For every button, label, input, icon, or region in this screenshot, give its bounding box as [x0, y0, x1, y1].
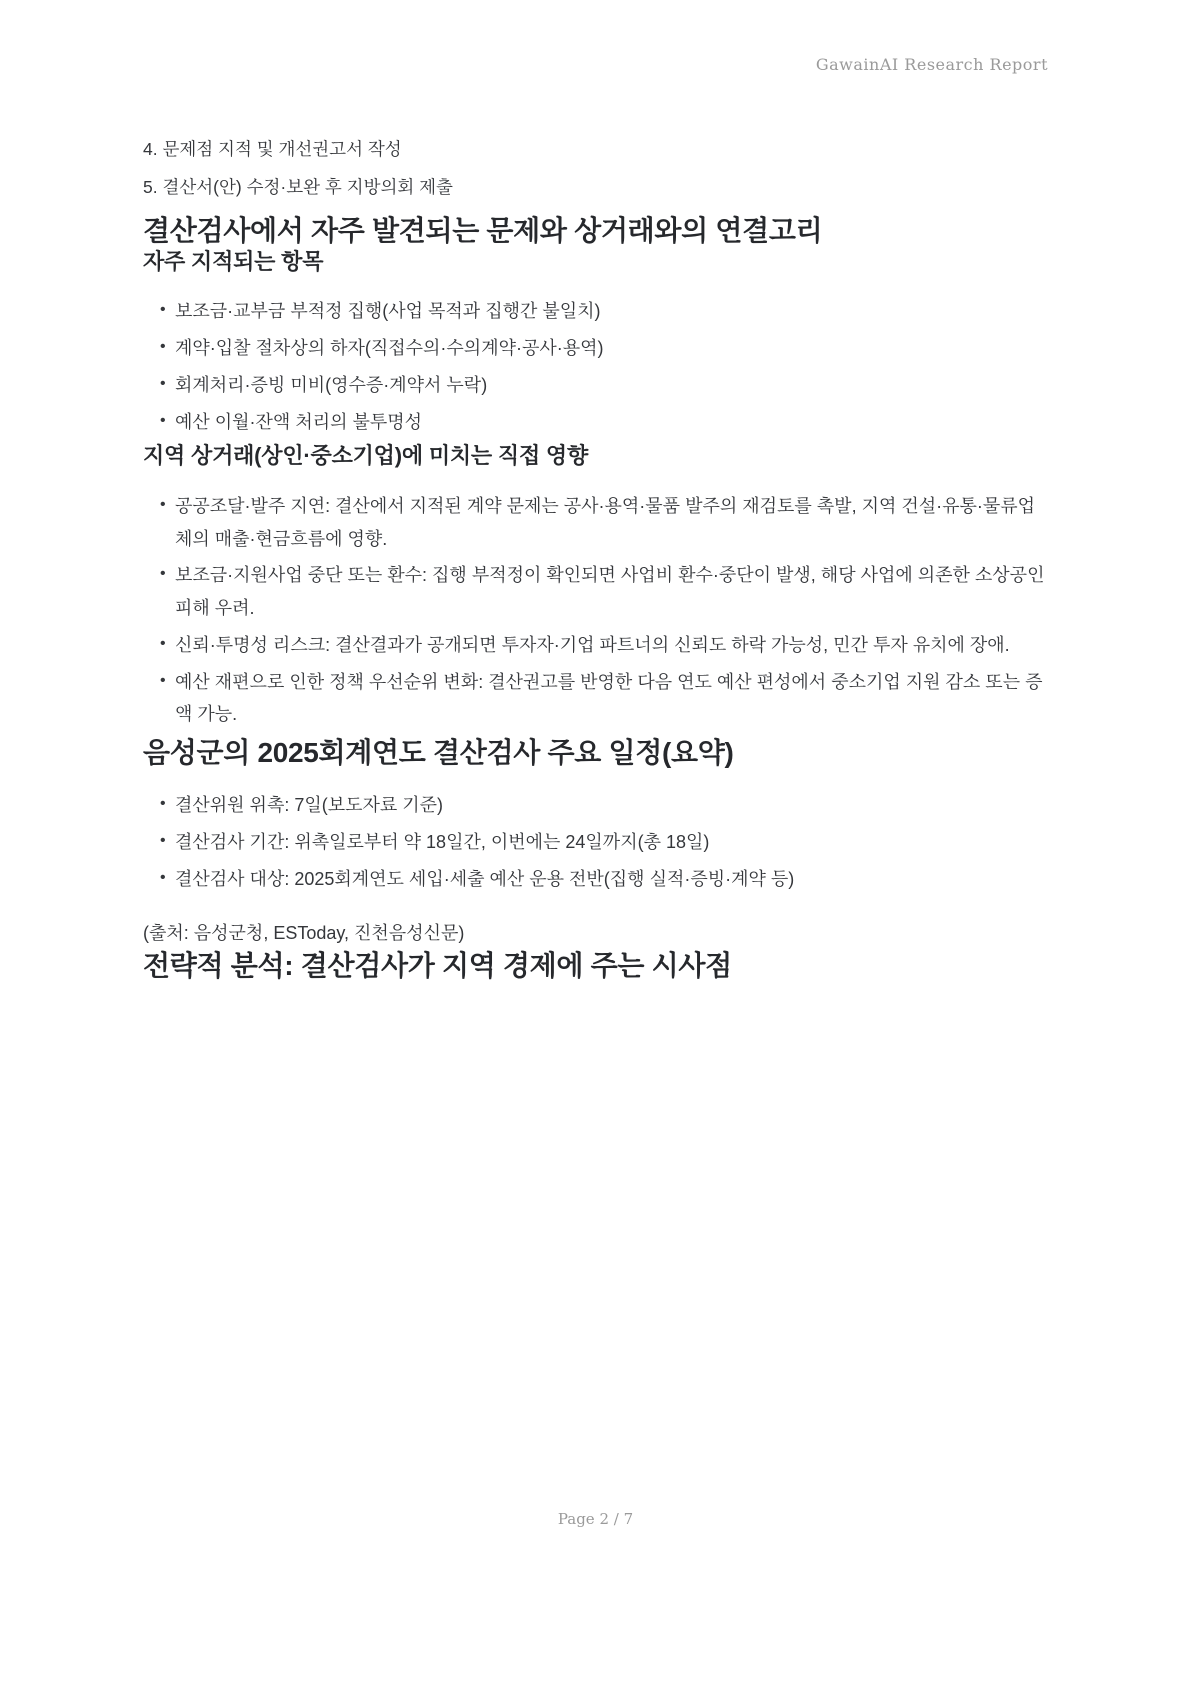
heading-issues-commerce-link: 결산검사에서 자주 발견되는 문제와 상거래와의 연결고리	[143, 214, 823, 246]
page-number: Page 2 / 7	[557, 1510, 634, 1528]
list-item: • 결산검사 대상: 2025회계연도 세입·세출 예산 운용 전반(집행 실적·증빙·계약 등)	[160, 863, 1048, 896]
list-item: • 공공조달·발주 지연: 결산에서 지적된 계약 문제는 공사·용역·물품 발주의 재검토를 촉발, 지역 건설·유통·물류업체의 매출·현금흐름에 영향.	[160, 490, 1048, 556]
list-item: • 보조금·지원사업 중단 또는 환수: 집행 부적정이 확인되면 사업비 환수·중단이 발생, 해당 사업에 의존한 소상공인 피해 우려.	[160, 559, 1048, 625]
list-item: • 신뢰·투명성 리스크: 결산결과가 공개되면 투자자·기업 파트너의 신뢰도 하락 가능성, 민간 투자 유치에 장애.	[160, 629, 1048, 662]
list-item: • 결산위원 위촉: 7일(보도자료 기준)	[160, 789, 1048, 822]
numbered-step-5: 5. 결산서(안) 수정·보완 후 지방의회 제출	[143, 177, 453, 198]
heading-strategic-analysis: 전략적 분석: 결산검사가 지역 경제에 주는 시사점	[143, 950, 732, 982]
frequent-issues-list	[143, 295, 1048, 438]
list-item: • 예산 이월·잔액 처리의 불투명성	[160, 406, 1048, 439]
report-header-title: GawainAI Research Report	[815, 55, 1048, 74]
heading-commerce-impact: 지역 상거래(상인·중소기업)에 미치는 직접 영향	[143, 443, 589, 469]
commerce-impact-list	[143, 490, 1048, 731]
schedule-list	[143, 789, 1048, 895]
heading-schedule-summary: 음성군의 2025회계연도 결산검사 주요 일정(요약)	[143, 737, 734, 769]
list-item: • 계약·입찰 절차상의 하자(직접수의·수의계약·공사·용역)	[160, 332, 1048, 365]
list-item: • 회계처리·증빙 미비(영수증·계약서 누락)	[160, 369, 1048, 402]
heading-frequent-issues: 자주 지적되는 항목	[143, 248, 324, 274]
numbered-step-4: 4. 문제점 지적 및 개선권고서 작성	[143, 139, 402, 160]
list-item: • 예산 재편으로 인한 정책 우선순위 변화: 결산권고를 반영한 다음 연도 예산 편성에서 중소기업 지원 감소 또는 증액 가능.	[160, 666, 1048, 732]
list-item: • 결산검사 기간: 위촉일로부터 약 18일간, 이번에는 24일까지(총 18일)	[160, 826, 1048, 859]
numbered-steps	[143, 136, 1048, 201]
list-item: • 보조금·교부금 부적정 집행(사업 목적과 집행간 불일치)	[160, 295, 1048, 328]
source-note: (출처: 음성군청, ESToday, 진천음성신문)	[143, 923, 465, 944]
